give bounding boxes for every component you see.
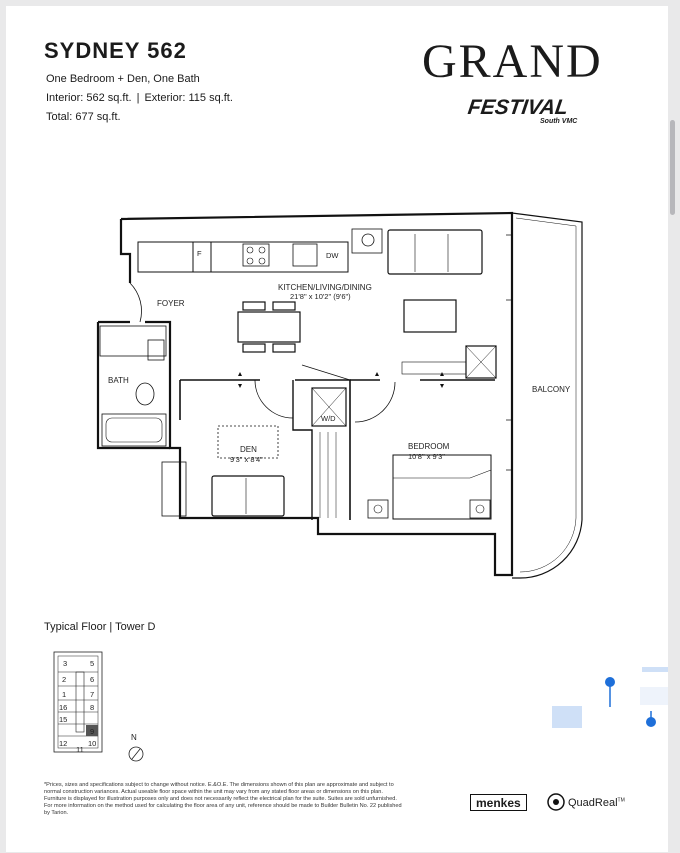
keyplan-unit: 10 bbox=[88, 739, 97, 748]
keyplan-unit: 3 bbox=[63, 659, 68, 668]
north-label: N bbox=[131, 733, 137, 742]
festival-subtext: South VMC bbox=[540, 118, 578, 125]
bedroom-room-name: BEDROOM bbox=[408, 442, 450, 451]
selection-box[interactable] bbox=[552, 706, 582, 728]
keyplan-unit: 12 bbox=[59, 739, 68, 748]
den-room-dims: 9'3" x 8'4" bbox=[230, 455, 263, 464]
overlay-panel bbox=[640, 687, 668, 705]
legal-disclaimer: *Prices, sizes and specifications subject to change without notice. E.&O.E. The dimensions shown of this plan are approximate and subject to normal construction variances. Actual useable floor space within the unit may vary from any stated floor areas or dimensions on this plan. Furniture is displayed for illustration purposes only and does not necessarily reflect the electrical plan for the suite. Suites are sold unfurnished. For more information on the method used for calculating the floor area of any unit, reference should be made to Builder Bulletin No. 22 published by Tarion. bbox=[44, 782, 402, 816]
keyplan-unit: 2 bbox=[62, 675, 67, 684]
menkes-logo: menkes bbox=[470, 794, 527, 811]
total-area: Total: 677 sq.ft. bbox=[46, 111, 121, 123]
quadreal-logo bbox=[568, 797, 625, 809]
bedroom-room-dims: 10'8" x 9'3" bbox=[408, 452, 445, 461]
unit-layout: One Bedroom + Den, One Bath bbox=[46, 73, 200, 85]
washer-dryer-label: W/D bbox=[321, 414, 336, 423]
drag-handle-top[interactable] bbox=[605, 677, 615, 707]
keyplan-unit: 1 bbox=[62, 690, 67, 699]
compass-icon bbox=[129, 747, 143, 761]
keyplan-unit: 5 bbox=[90, 659, 95, 668]
fridge-label: F bbox=[197, 249, 202, 258]
overlay-bar bbox=[642, 667, 668, 672]
kitchen-room-name: KITCHEN/LIVING/DINING bbox=[278, 283, 372, 292]
keyplan-unit: 16 bbox=[59, 703, 68, 712]
plan-name: SYDNEY 562 bbox=[44, 38, 187, 63]
interior-area: Interior: 562 sq.ft. bbox=[46, 92, 132, 104]
key-plan bbox=[54, 652, 102, 752]
keyplan-unit: 8 bbox=[90, 703, 95, 712]
dishwasher-label: DW bbox=[326, 251, 339, 260]
kitchen-room-dims: 21'8" x 10'2" (9'6") bbox=[290, 292, 351, 301]
quadreal-name: QuadReal bbox=[568, 797, 618, 809]
keyplan-unit: 15 bbox=[59, 715, 68, 724]
den-room-name: DEN bbox=[240, 445, 257, 454]
grand-logo: GRAND bbox=[422, 35, 603, 88]
keyplan-unit: 6 bbox=[90, 675, 95, 684]
quadreal-logo-icon bbox=[548, 794, 564, 810]
area-separator: | bbox=[136, 92, 140, 104]
trademark-mark: TM bbox=[617, 797, 625, 804]
keyplan-unit: 9 bbox=[90, 727, 95, 736]
balcony-label: BALCONY bbox=[532, 385, 571, 394]
foyer-label: FOYER bbox=[157, 299, 185, 308]
bath-label: BATH bbox=[108, 376, 129, 385]
keyplan-unit: 7 bbox=[90, 690, 95, 699]
keyplan-unit: 11 bbox=[76, 745, 84, 754]
typical-floor-label: Typical Floor | Tower D bbox=[44, 621, 156, 633]
drag-handle-bottom[interactable] bbox=[646, 711, 656, 727]
exterior-area: Exterior: 115 sq.ft. bbox=[144, 92, 233, 104]
festival-logo: FESTIVAL bbox=[466, 96, 570, 119]
